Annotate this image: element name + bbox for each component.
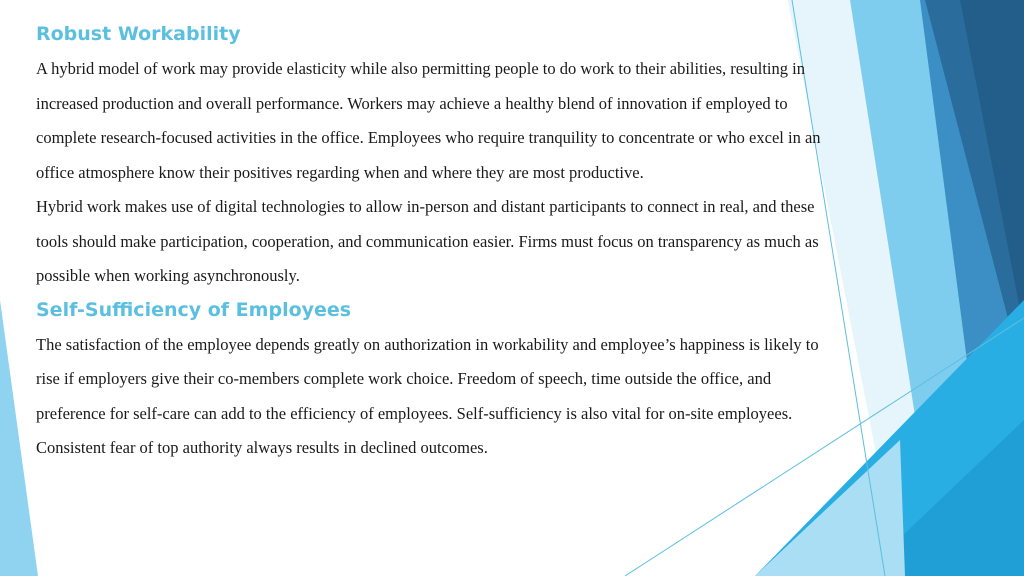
heading-robust-workability: Robust Workability <box>36 23 241 45</box>
paragraph-robust-2: Hybrid work makes use of digital technologies to allow in-person and distant participants to connect in real, and these tools should make participation, cooperation, and communication easier. Firms must focus on transparency as much as possible when working asynchronously. <box>36 197 819 285</box>
left-accent-shape <box>0 300 38 576</box>
paragraph-robust-1: A hybrid model of work may provide elasticity while also permitting people to do work to their abilities, resulting in increased production and overall performance. Workers may achieve a healthy blend of innovation if employed to complete research-focused activities in the office. Employees who require tranquility to concentrate or who excel in an office atmosphere know their positives regarding when and where they are most productive. <box>36 59 821 182</box>
paragraph-self-sufficiency-1: The satisfaction of the employee depends greatly on authorization in workability and employee’s happiness is likely to rise if employers give their co-members complete work choice. Freedom of speech, time outside the office, and preference for self-care can add to the efficiency of employees. Self-sufficiency is also vital for on-site employees. Consistent fear of top authority always results in declined outcomes. <box>36 334 819 457</box>
heading-self-sufficiency: Self-Sufficiency of Employees <box>36 298 352 321</box>
slide-content <box>36 20 836 466</box>
